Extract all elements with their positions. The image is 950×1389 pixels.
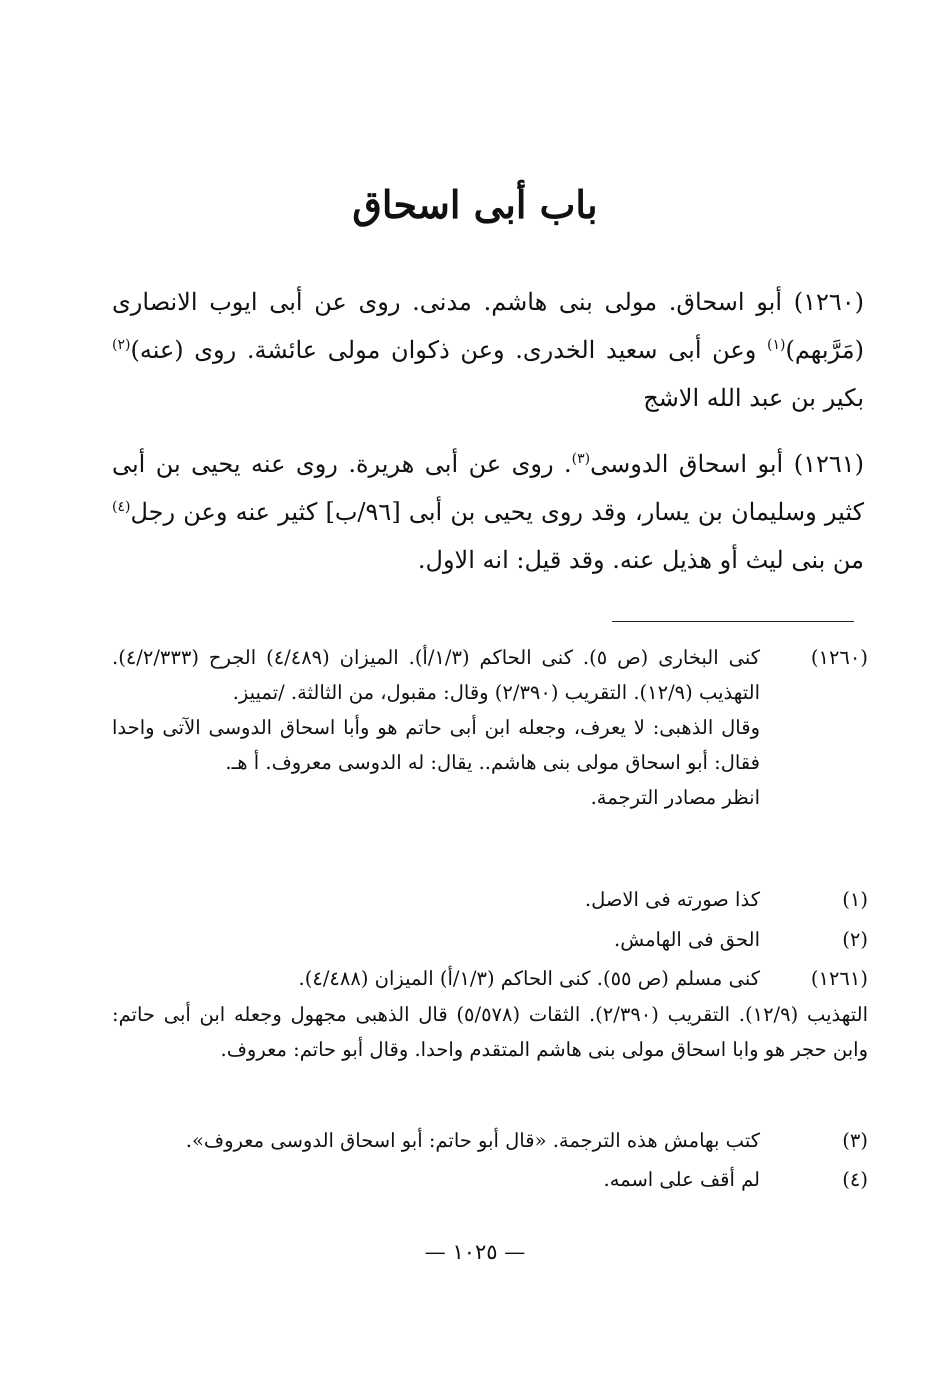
footnote-text: انظر مصادر الترجمة. <box>590 786 760 809</box>
entry-number: (١٢٦٠) <box>793 288 864 316</box>
footnote-label: (٣) <box>842 1129 868 1152</box>
footnote-label: (٤) <box>842 1168 868 1191</box>
footnote-text: كنى مسلم (ص ٥٥). كنى الحاكم (١/٣/أ) الميزان (٤/٤٨٨). <box>298 967 760 990</box>
footnote-text: وقال الذهبى: لا يعرف، وجعله ابن أبى حاتم هو وأبا اسحاق الدوسى الآتى واحدا فقال: أبو اسحاق مولى بنى هاشم.. يقال: له الدوسى معروف. أ هـ. <box>112 716 760 774</box>
entry-1261 <box>112 440 864 584</box>
footnote-text: كذا صورته فى الاصل. <box>584 888 760 911</box>
footnote-label: (١٢٦٠) <box>810 646 868 669</box>
footnote-text: كتب بهامش هذه الترجمة. «قال أبو حاتم: أبو اسحاق الدوسى معروف». <box>185 1129 760 1152</box>
footnote-1261 <box>112 961 868 996</box>
footnote-1261-continued <box>112 997 868 1067</box>
footnote-ref[interactable]: (٢) <box>112 337 131 353</box>
entry-number: (١٢٦١) <box>793 450 864 478</box>
footnote-4 <box>112 1162 868 1197</box>
entry-text: أبو اسحاق الدوسى <box>590 450 784 478</box>
footnote-text: كنى البخارى (ص ٥). كنى الحاكم (١/٣/أ). الميزان (٤/٤٨٩) الجرح (٤/٢/٣٣٣). التهذيب (١٢/٩). التقريب (٢/٣٩٠) وقال: مقبول، من الثالثة. /تمييز. <box>112 646 761 704</box>
footnote-label: (١) <box>842 888 868 911</box>
entry-1260 <box>112 278 864 422</box>
footnote-text: لم أقف على اسمه. <box>603 1168 760 1191</box>
entry-text: . روى عن أبى هريرة. روى عنه يحيى بن أبى كثير وسليمان بن يسار، وقد روى يحيى بن أبى [٩٦/ب] كثير عنه وعن رجل <box>112 450 865 526</box>
footnote-divider <box>612 621 854 622</box>
entry-text: أبو اسحاق. مولى بنى هاشم. مدنى. روى عن أبى ايوب الانصارى (مَرَّبهم) <box>112 288 864 364</box>
footnote-ref[interactable]: (١) <box>766 337 786 353</box>
page-number: — ١٠٢٥ — <box>424 1240 526 1264</box>
footnote-text: التهذيب (١٢/٩). التقريب (٢/٣٩٠). الثقات (٥/٥٧٨) قال الذهبى مجهول وجعله ابن أبى حاتم: وابن حجر هو وابا اسحاق مولى بنى هاشم المتقدم واحدا. وقال أبو حاتم: معروف. <box>112 1003 868 1061</box>
footnote-ref[interactable]: (٣) <box>571 451 591 467</box>
footnote-label: (١٢٦١) <box>810 967 868 990</box>
entry-text: من بنى ليث أو هذيل عنه. وقد قيل: انه الاول. <box>417 546 864 574</box>
footnote-1260 <box>112 640 868 815</box>
footnote-text: الحق فى الهامش. <box>614 928 760 951</box>
entry-text: وعن أبى سعيد الخدرى. وعن ذكوان مولى عائشة. روى (عنه) <box>130 336 757 364</box>
footnote-3 <box>112 1123 868 1158</box>
footnote-ref[interactable]: (٤) <box>112 499 131 515</box>
footnote-2 <box>112 922 868 957</box>
chapter-heading: باب أبى اسحاق <box>352 182 598 227</box>
footnote-1 <box>112 882 868 917</box>
entry-text: بكير بن عبد الله الاشج <box>643 384 864 412</box>
footnote-label: (٢) <box>842 928 868 951</box>
